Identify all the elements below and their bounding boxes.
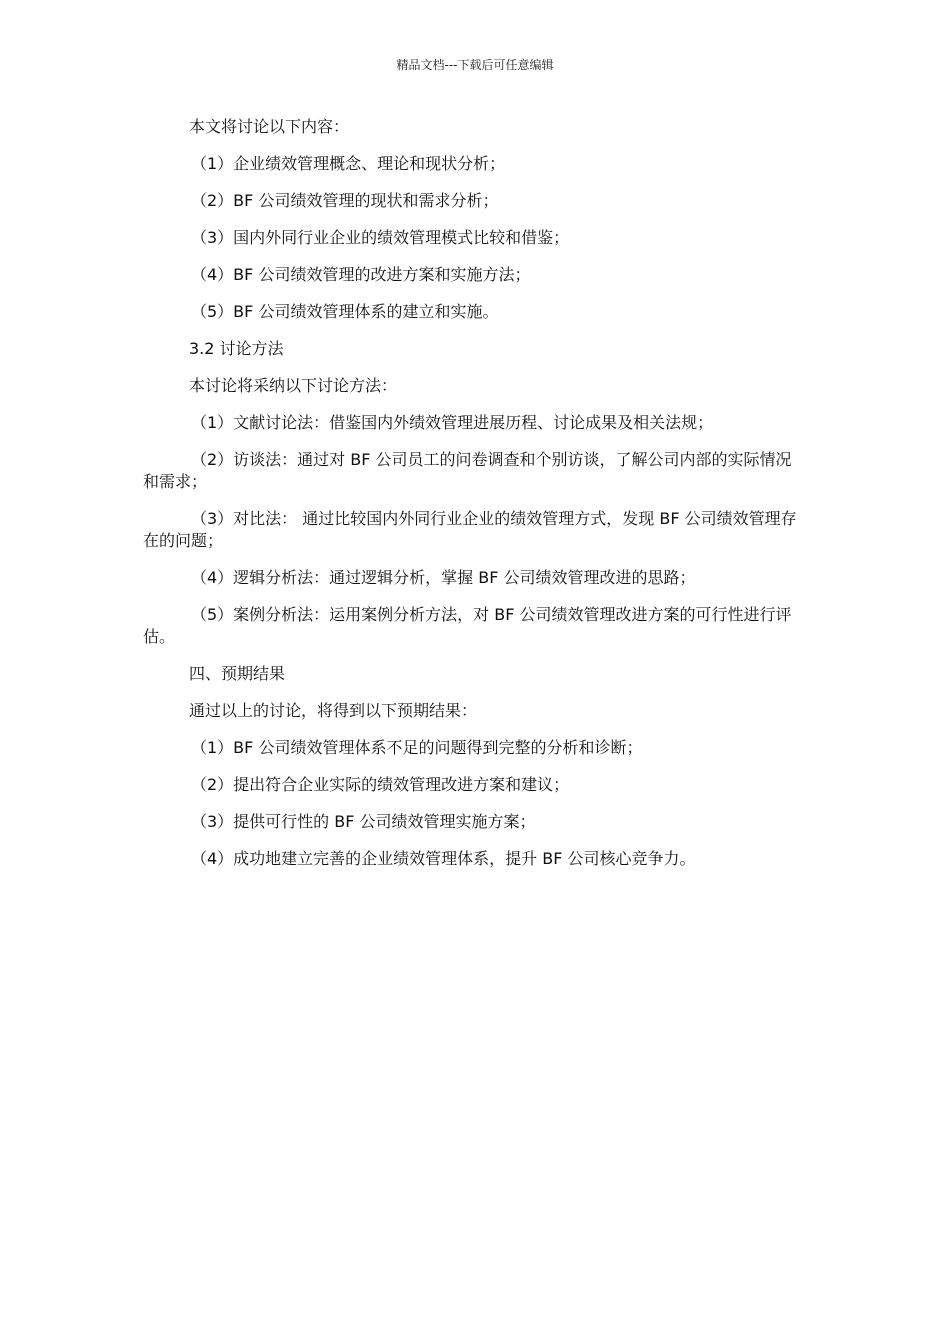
document-body bbox=[143, 116, 803, 870]
page-header: 精品文档---下载后可任意编辑 bbox=[396, 58, 554, 72]
method-item: （4）逻辑分析法：通过逻辑分析，掌握 BF 公司绩效管理改进的思路； bbox=[191, 568, 696, 587]
method-item: （5）案例分析法：运用案例分析方法，对 BF 公司绩效管理改进方案的可行性进行评估。 bbox=[143, 605, 792, 646]
section-heading-results: 四、预期结果 bbox=[189, 664, 286, 683]
content-item: （2）BF 公司绩效管理的现状和需求分析； bbox=[191, 191, 499, 210]
method-item: （3）对比法： 通过比较国内外同行业企业的绩效管理方式，发现 BF 公司绩效管理存在的问题； bbox=[143, 509, 797, 550]
result-item: （2）提出符合企业实际的绩效管理改进方案和建议； bbox=[191, 775, 570, 794]
method-item: （1）文献讨论法：借鉴国内外绩效管理进展历程、讨论成果及相关法规； bbox=[191, 413, 714, 432]
intro-paragraph: 本文将讨论以下内容： bbox=[189, 117, 350, 136]
content-item: （1）企业绩效管理概念、理论和现状分析； bbox=[191, 154, 506, 173]
content-item: （3）国内外同行业企业的绩效管理模式比较和借鉴； bbox=[191, 228, 570, 247]
methods-intro-paragraph: 本讨论将采纳以下讨论方法： bbox=[189, 376, 398, 395]
content-item: （4）BF 公司绩效管理的改进方案和实施方法； bbox=[191, 265, 531, 284]
result-item: （3）提供可行性的 BF 公司绩效管理实施方案； bbox=[191, 812, 536, 831]
result-item: （4）成功地建立完善的企业绩效管理体系，提升 BF 公司核心竞争力。 bbox=[191, 849, 696, 868]
results-intro-paragraph: 通过以上的讨论，将得到以下预期结果： bbox=[189, 701, 478, 720]
content-item: （5）BF 公司绩效管理体系的建立和实施。 bbox=[191, 302, 499, 321]
method-item: （2）访谈法：通过对 BF 公司员工的问卷调查和个别访谈，了解公司内部的实际情况和需求； bbox=[143, 450, 792, 491]
section-heading-methods: 3.2 讨论方法 bbox=[189, 339, 284, 358]
result-item: （1）BF 公司绩效管理体系不足的问题得到完整的分析和诊断； bbox=[191, 738, 643, 757]
